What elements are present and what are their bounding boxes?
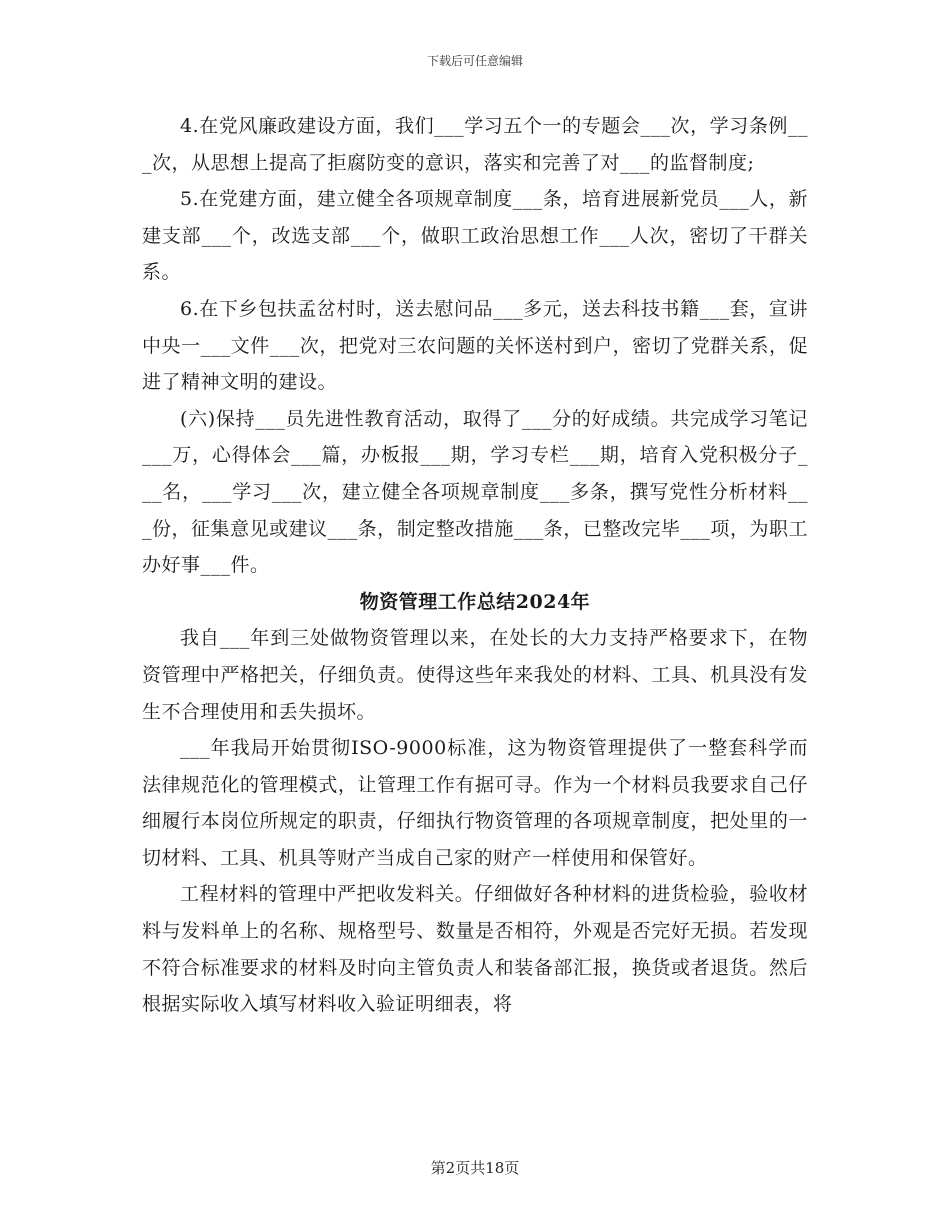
paragraph-item-5: 5.在党建方面，建立健全各项规章制度___条，培育进展新党员___人，新建支部___个，改选支部___个，做职工政治思想工作___人次，密切了干群关系。 [142,188,808,284]
paragraph-intro: 我自___年到三处做物资管理以来，在处长的大力支持严格要求下，在物资管理中严格把关，仔细负责。使得这些年来我处的材料、工具、机具没有发生不合理使用和丢失损坏。 [142,627,808,723]
paragraph-iso-standard: ___年我局开始贯彻ISO-9000标准，这为物资管理提供了一整套科学而法律规范化的管理模式，让管理工作有据可寻。作为一个材料员我要求自己仔细履行本岗位所规定的职责，仔细执行物资管理的各项规章制度，把处里的一切材料、工具、机具等财产当成自己家的财产一样使用和保管好。 [142,737,808,869]
document-body [142,108,808,1023]
section-title: 物资管理工作总结2024年 [359,590,591,613]
paragraph-item-4: 4.在党风廉政建设方面，我们___学习五个一的专题会___次，学习条例___次，从思想上提高了拒腐防变的意识，落实和完善了对___的监督制度; [142,115,808,174]
paragraph-section-six: (六)保持___员先进性教育活动，取得了___分的好成绩。共完成学习笔记___万，心得体会___篇，办板报___期，学习专栏___期，培育入党积极分子___名，___学习___次，建立健全各项规章制度___多条，撰写党性分析材料___份，征集意见或建议___条，制定整改措施___条，已整改完毕___项，为职工办好事___件。 [142,407,808,577]
page-footer: 第2页共18页 [430,1159,520,1177]
paragraph-item-6: 6.在下乡包扶孟岔村时，送去慰问品___多元，送去科技书籍___套，宣讲中央一___文件___次，把党对三农问题的关怀送村到户，密切了党群关系，促进了精神文明的建设。 [142,297,808,394]
paragraph-material-management: 工程材料的管理中严把收发料关。仔细做好各种材料的进货检验，验收材料与发料单上的名称、规格型号、数量是否相符，外观是否完好无损。若发现不符合标准要求的材料及时向主管负责人和装备部汇报，换货或者退货。然后根据实际收入填写材料收入验证明细表，将 [142,883,808,1016]
page-header: 下载后可任意编辑 [426,54,523,68]
